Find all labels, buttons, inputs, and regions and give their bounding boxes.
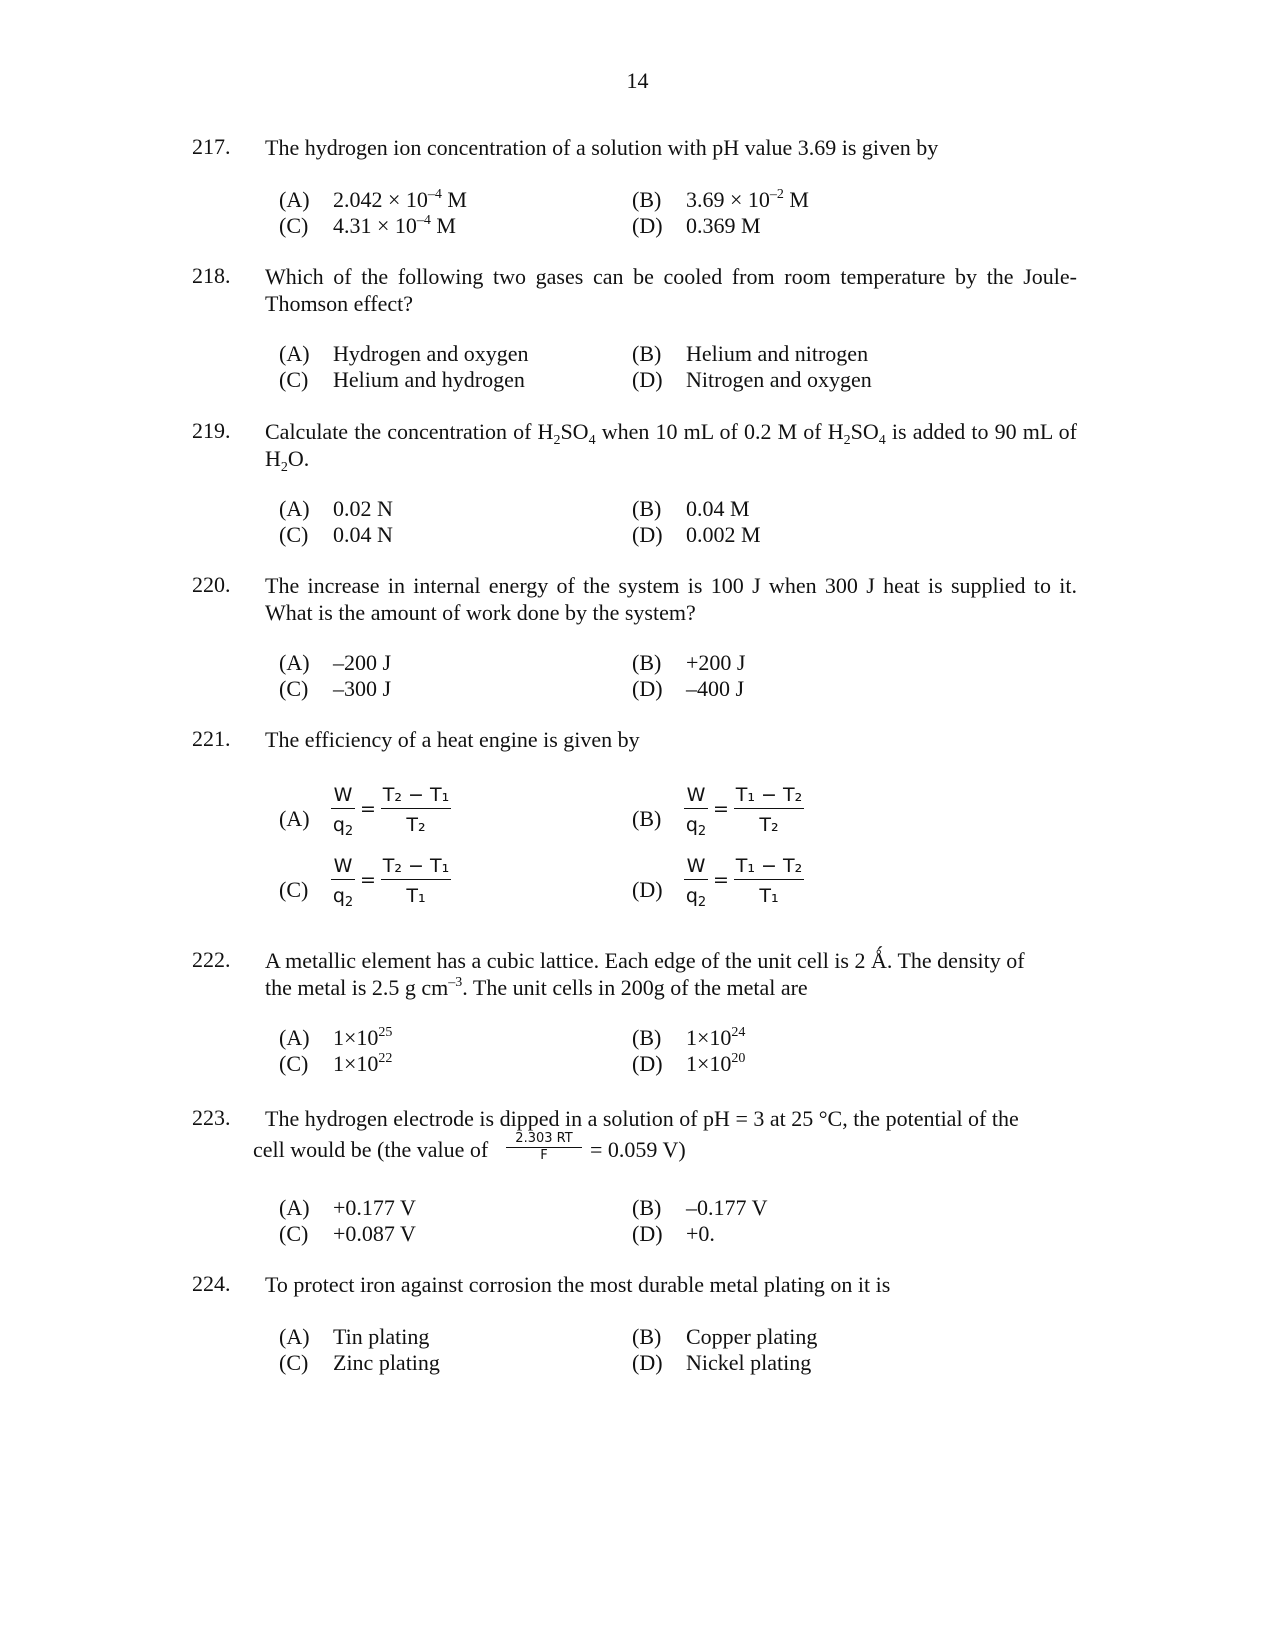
option-value: 0.04 M — [686, 496, 750, 521]
option-value: $4.31 \times 10^{-4}$ M — [333, 213, 456, 238]
question-text: The hydrogen electrode is dipped in a solution of pH = 3 at 25 °C, the potential of the — [265, 1106, 1019, 1131]
fraction-rhs: T₂ − T₁ T₂ — [382, 784, 450, 836]
option-label: (B) — [632, 341, 662, 366]
question-number: 217. — [192, 134, 231, 159]
option-label: (D) — [632, 522, 663, 547]
option-value: $1\times 10^{25}$ — [333, 1025, 393, 1050]
option-label: (C) — [279, 213, 309, 238]
option-value: Helium and nitrogen — [686, 341, 869, 366]
option-label: (A) — [279, 806, 310, 831]
option-d[interactable]: (D) W $q_2$ = T₁ − T₂ T₁ — [632, 855, 803, 910]
constant-fraction: 2.303 RT F — [506, 1131, 582, 1164]
fraction-rhs: T₁ − T₂ T₂ — [735, 784, 803, 836]
option-label: (B) — [632, 1195, 662, 1220]
option-value: 0.002 M — [686, 522, 761, 547]
question-number: 222. — [192, 947, 231, 972]
option-label: (B) — [632, 496, 662, 521]
option-label: (A) — [279, 650, 310, 675]
option-value: 0.369 M — [686, 213, 761, 238]
option-value: Hydrogen and oxygen — [333, 341, 529, 366]
option-label: (B) — [632, 187, 662, 212]
question-number: 218. — [192, 263, 231, 288]
fraction-lhs: W $q_2$ — [332, 855, 354, 910]
option-value: Zinc plating — [333, 1350, 440, 1375]
option-label: (B) — [632, 650, 662, 675]
question-text-line2: cell would be (the value of 2.303 RT F = 0.059 V) — [253, 1131, 686, 1163]
question-number: 220. — [192, 572, 231, 597]
option-value: –200 J — [333, 650, 392, 675]
option-label: (C) — [279, 1221, 309, 1246]
option-label: (D) — [632, 1221, 663, 1246]
option-label: (B) — [632, 1324, 662, 1349]
option-label: (C) — [279, 1051, 309, 1076]
option-c[interactable]: (C) W $q_2$ = T₂ − T₁ T₁ — [279, 855, 450, 910]
option-label: (D) — [632, 1350, 663, 1375]
question-text: The efficiency of a heat engine is given by — [265, 727, 640, 752]
option-value: +0. — [686, 1221, 715, 1246]
fraction-lhs: W $q_2$ — [685, 784, 707, 839]
question-number: 221. — [192, 726, 231, 751]
option-label: (D) — [632, 367, 663, 392]
option-value: –300 J — [333, 676, 392, 701]
option-value: $1\times 10^{20}$ — [686, 1051, 746, 1076]
option-b[interactable]: (B) W $q_2$ = T₁ − T₂ T₂ — [632, 784, 803, 839]
question-text: A metallic element has a cubic lattice. Each edge of the unit cell is 2 Ǻ. The density of the metal is 2.5 g $cm^{-3}$. The unit cells in 200g of the metal are — [265, 948, 1025, 1000]
option-value: $2.042 \times 10^{-4}$ M — [333, 187, 467, 212]
page-number: 14 — [626, 68, 649, 93]
option-value: $1\times 10^{24}$ — [686, 1025, 746, 1050]
option-label: (C) — [279, 877, 309, 902]
option-label: (D) — [632, 877, 663, 902]
option-label: (C) — [279, 367, 309, 392]
question-text: The increase in internal energy of the system is 100 J when 300 J heat is supplied to it. What is the amount of work done by the system? — [265, 573, 1077, 625]
option-label: (A) — [279, 1324, 310, 1349]
option-label: (A) — [279, 341, 310, 366]
option-label: (A) — [279, 1195, 310, 1220]
question-text: Which of the following two gases can be cooled from room temperature by the Joule-Thomson effect? — [265, 264, 1077, 316]
option-label: (D) — [632, 1051, 663, 1076]
fraction-rhs: T₂ − T₁ T₁ — [382, 855, 450, 907]
question-text: To protect iron against corrosion the most durable metal plating on it is — [265, 1272, 891, 1297]
option-label: (A) — [279, 1025, 310, 1050]
question-number: 223. — [192, 1105, 231, 1130]
option-label: (A) — [279, 496, 310, 521]
option-value: +0.087 V — [333, 1221, 416, 1246]
option-value: 0.02 N — [333, 496, 393, 521]
option-value: $3.69 \times 10^{-2}$ M — [686, 187, 809, 212]
option-value: Copper plating — [686, 1324, 818, 1349]
option-label: (C) — [279, 1350, 309, 1375]
question-number: 219. — [192, 418, 231, 443]
option-value: 0.04 N — [333, 522, 393, 547]
option-label: (C) — [279, 522, 309, 547]
option-value: –0.177 V — [686, 1195, 768, 1220]
fraction-rhs: T₁ − T₂ T₁ — [735, 855, 803, 907]
option-label: (D) — [632, 213, 663, 238]
option-label: (B) — [632, 1025, 662, 1050]
option-label: (D) — [632, 676, 663, 701]
option-a[interactable]: (A) W $q_2$ = T₂ − T₁ T₂ — [279, 784, 450, 839]
option-label: (C) — [279, 676, 309, 701]
option-value: –400 J — [686, 676, 745, 701]
option-value: Helium and hydrogen — [333, 367, 525, 392]
option-value: +200 J — [686, 650, 746, 675]
question-text: The hydrogen ion concentration of a solution with pH value 3.69 is given by — [265, 135, 939, 160]
option-value: Nickel plating — [686, 1350, 812, 1375]
option-label: (B) — [632, 806, 662, 831]
fraction-lhs: W $q_2$ — [332, 784, 354, 839]
option-value: +0.177 V — [333, 1195, 416, 1220]
question-number: 224. — [192, 1271, 231, 1296]
question-223 — [192, 1105, 1082, 1165]
fraction-lhs: W $q_2$ — [685, 855, 707, 910]
question-text: Calculate the concentration of $H_2SO_4$ when 10 mL of 0.2 M of $H_2SO_4$ is added to 90 mL of $H_2O$. — [265, 419, 1077, 475]
option-value: Nitrogen and oxygen — [686, 367, 872, 392]
option-value: Tin plating — [333, 1324, 430, 1349]
option-label: (A) — [279, 187, 310, 212]
option-value: $1\times 10^{22}$ — [333, 1051, 393, 1076]
